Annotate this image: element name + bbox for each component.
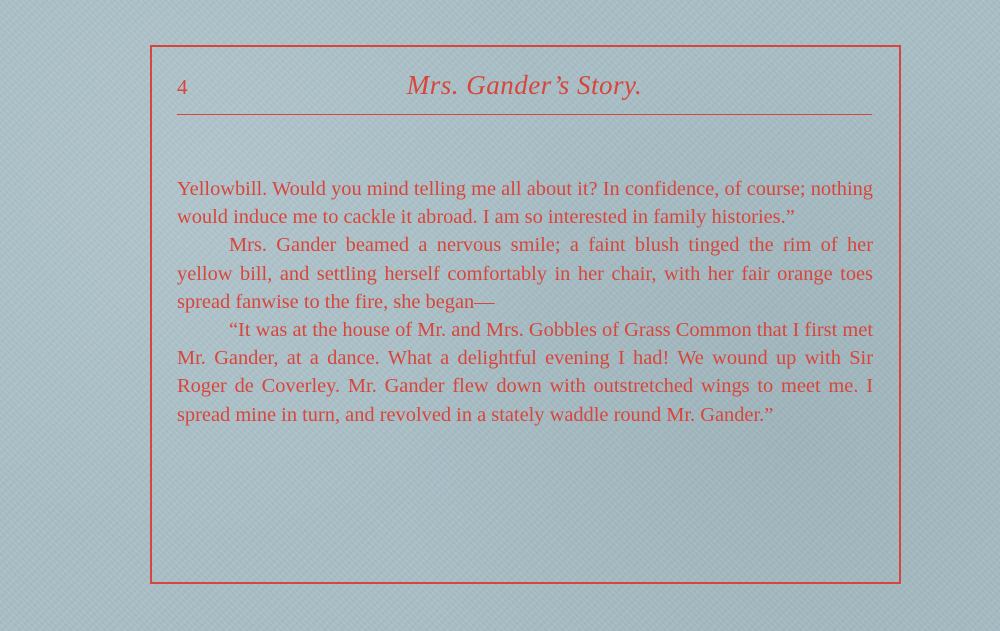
paragraph-2: Mrs. Gander beamed a nervous smile; a faint blush tinged the rim of her yellow bill, and settling herself comfortably in her chair, with her fair orange toes spread fanwise to the fire, she began—: [177, 234, 873, 313]
paragraph-1: Yellowbill. Would you mind telling me all about it? In confidence, of course; nothing would induce me to cackle it abroad. I am so interested in family histories.”: [177, 178, 873, 229]
paragraph-3: “It was at the house of Mr. and Mrs. Gobbles of Grass Common that I first met Mr. Gander, at a dance. What a delightful evening I had! We wound up with Sir Roger de Coverley. Mr. Gander flew down with outstretched wings to meet me. I spread mine in turn, and revolved in a stately waddle round Mr. Gander.”: [177, 319, 873, 426]
header-rule: [177, 114, 872, 115]
page-border-frame: [150, 45, 901, 584]
page-header: [177, 69, 872, 109]
story-text: [177, 175, 873, 429]
running-title: Mrs. Gander’s Story.: [406, 70, 643, 100]
page-number: 4: [177, 75, 188, 99]
